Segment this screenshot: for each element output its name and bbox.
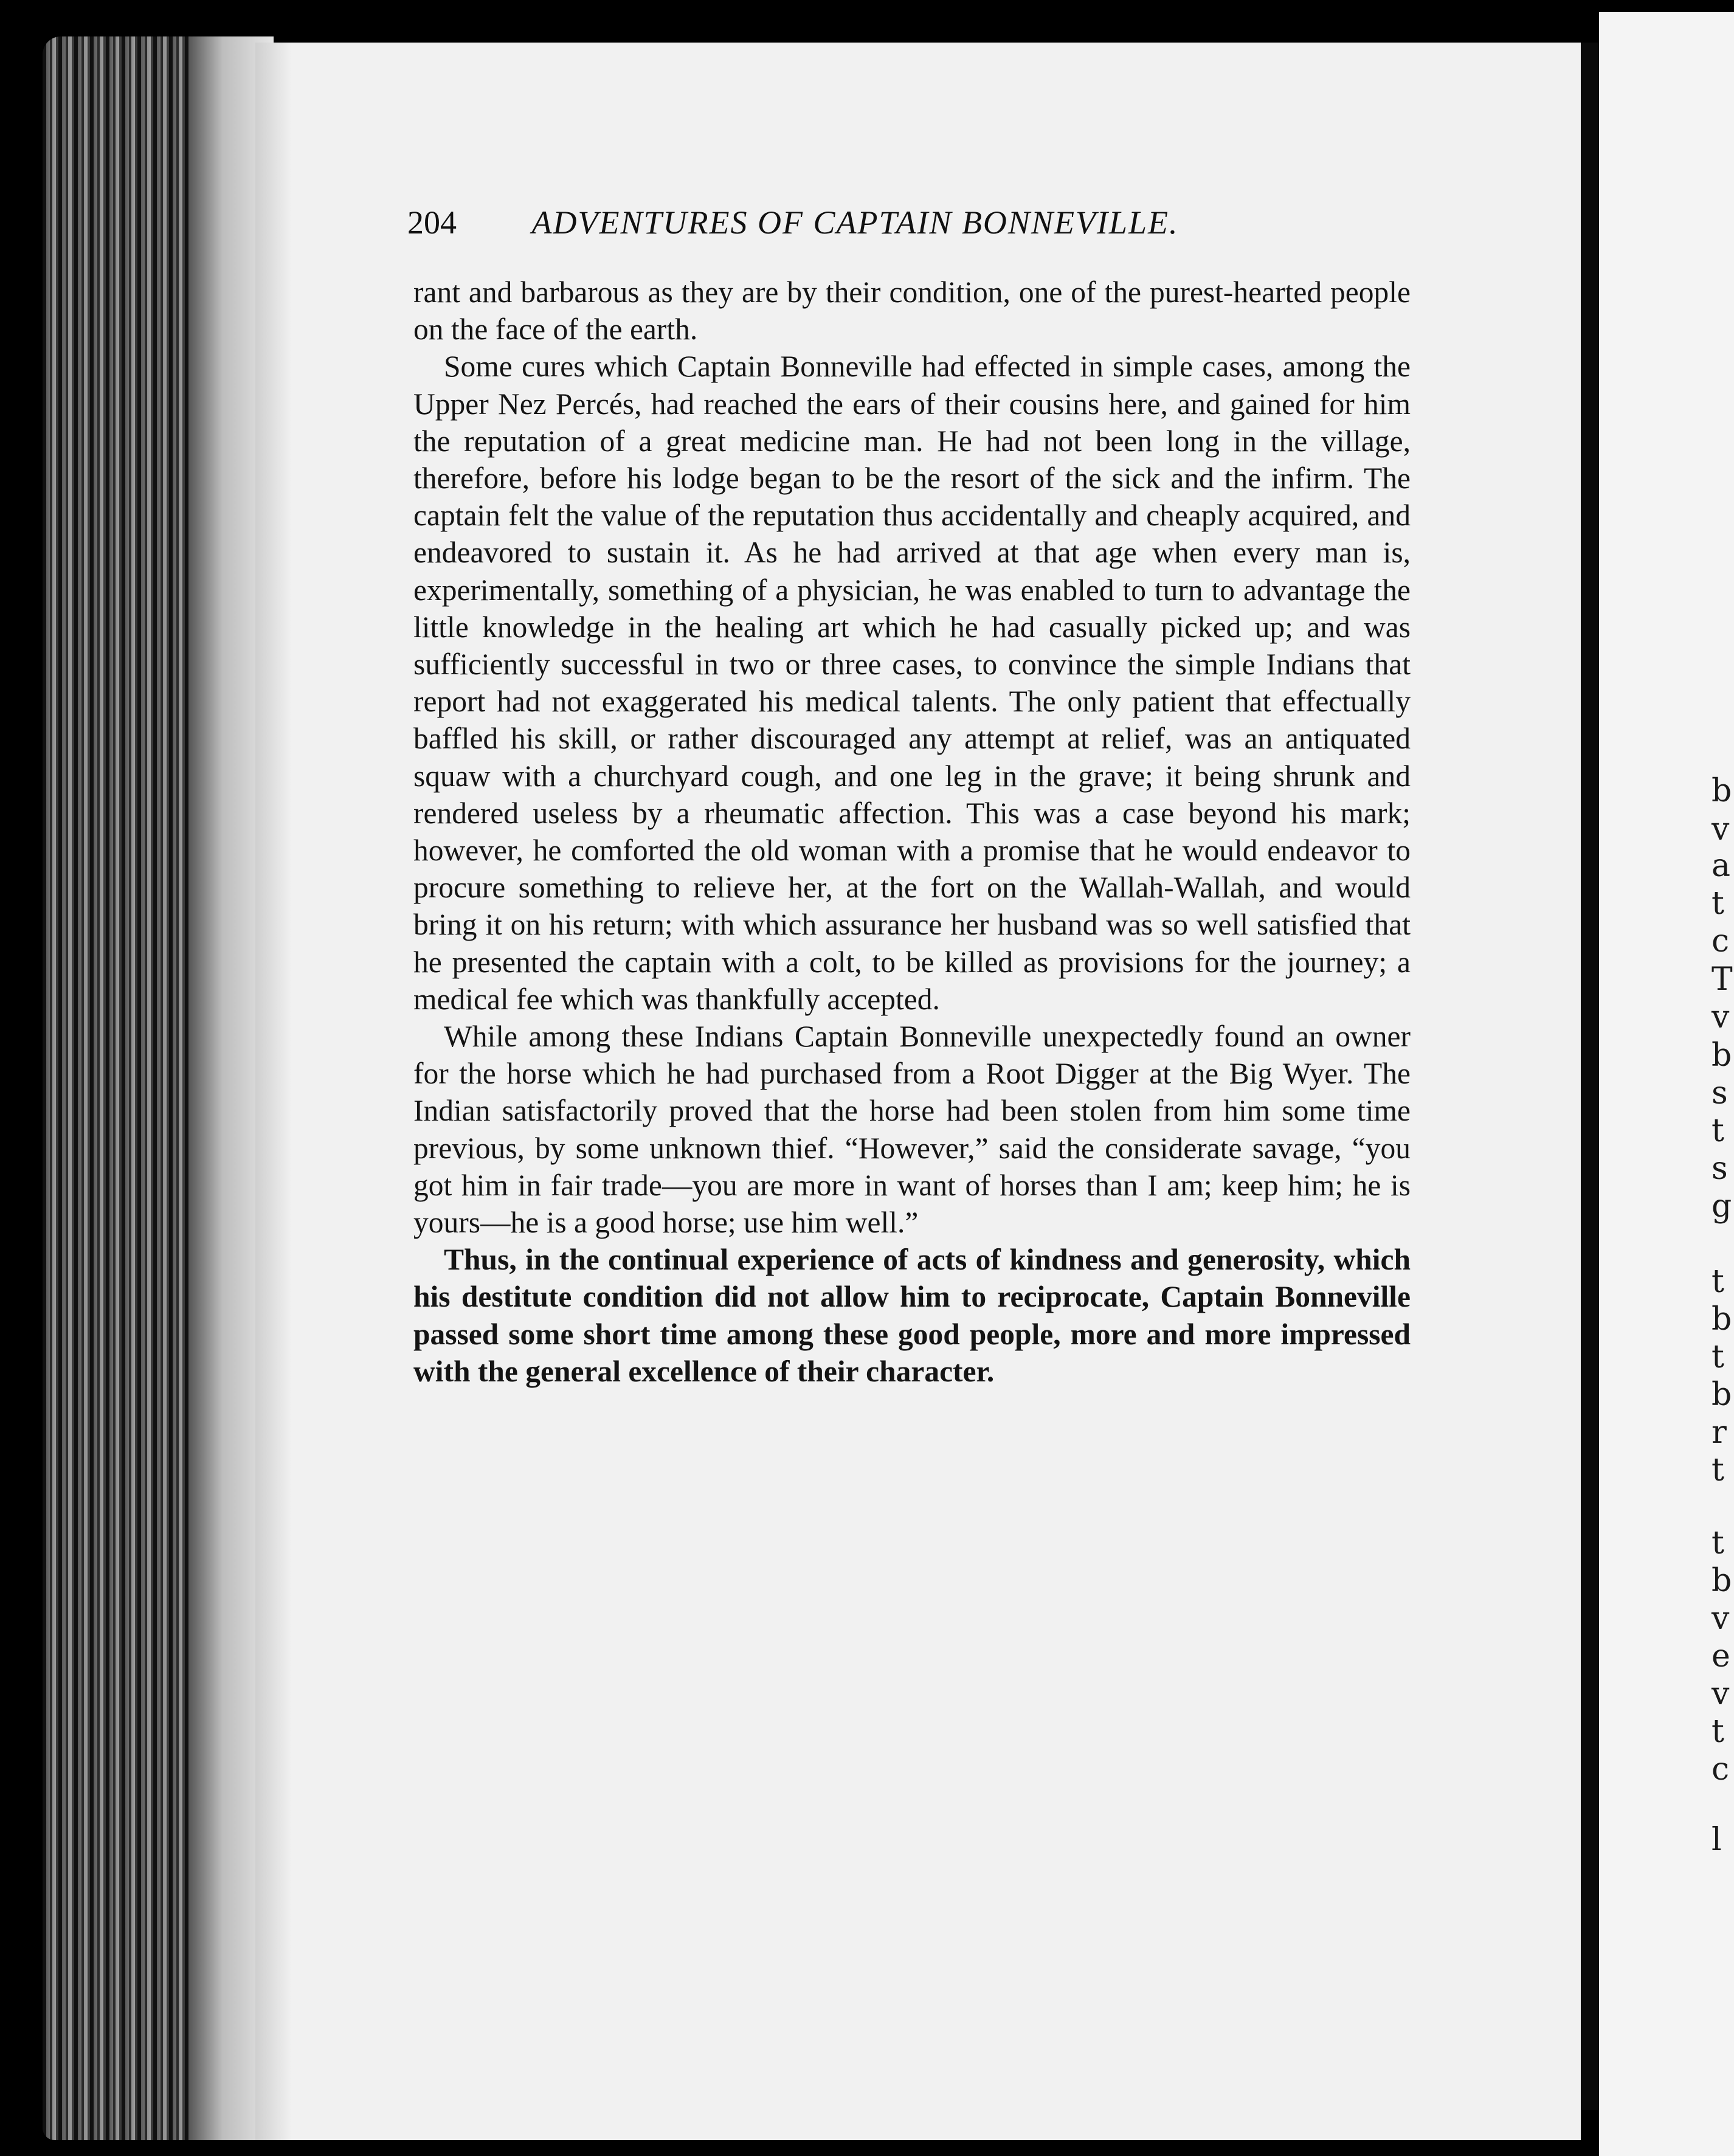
book-gutter xyxy=(1581,43,1599,2110)
facing-letter: t xyxy=(1712,885,1724,922)
facing-letter: s xyxy=(1712,1075,1728,1111)
facing-letter: v xyxy=(1712,999,1730,1035)
facing-letter: t xyxy=(1712,1263,1724,1300)
paragraph: Thus, in the continual experience of acts of kindness and generosity, which his destitute condition did not allow him to reciprocate, Captain Bonneville passed some short time among these good people, more and more impressed with the general excellence of their character. xyxy=(413,1243,1411,1388)
page-number: 204 xyxy=(407,204,457,241)
book-page-edges xyxy=(43,36,274,2140)
facing-letter: b xyxy=(1712,1301,1732,1338)
facing-letter: r xyxy=(1712,1414,1727,1451)
facing-letter: v xyxy=(1712,811,1730,848)
page-header xyxy=(407,204,1411,241)
body-text xyxy=(413,274,1411,1390)
facing-letter: v xyxy=(1712,1676,1730,1712)
facing-letter: b xyxy=(1712,1563,1732,1599)
paragraph: Some cures which Captain Bonneville had effected in simple cases, among the Upper Nez Percés, had reached the ears of their cousins here, and gained for him the reputation of a great medicine man. He had not been long in the village, therefore, before his lodge began to be the resort of the sick and the infirm. The captain felt the value of the reputation thus accidentally and cheaply acquired, and endeavored to sustain it. As he had arrived at that age when every man is, experimentally, something of a physician, he was enabled to turn to advantage the little knowledge in the healing art which he had casually picked up; and was sufficiently successful in two or three cases, to convince the simple Indians that report had not exaggerated his medical talents. The only patient that effectually baffled his skill, or rather discouraged any attempt at relief, was an antiquated squaw with a churchyard cough, and one leg in the grave; it being shrunk and rendered useless by a rheumatic affection. This was a case beyond his mark; however, he comforted the old woman with a promise that he would endeavor to procure something to relieve her, at the fort on the Wallah-Wallah, and would bring it on his return; with which assurance her husband was so well satisfied that he presented the captain with a colt, to be killed as provisions for the journey; a medical fee which was thankfully accepted. xyxy=(413,350,1411,1016)
paragraph: rant and barbarous as they are by their condition, one of the purest-hearted people on the face of the earth. xyxy=(413,275,1411,347)
facing-letter: c xyxy=(1712,1751,1730,1788)
facing-letter: b xyxy=(1712,773,1732,809)
facing-letter: e xyxy=(1712,1638,1730,1674)
facing-letter: s xyxy=(1712,1150,1728,1187)
running-head: ADVENTURES OF CAPTAIN BONNEVILLE. xyxy=(531,204,1179,241)
facing-letter: l xyxy=(1712,1822,1722,1858)
facing-letter: T xyxy=(1712,961,1733,998)
facing-letter: t xyxy=(1712,1525,1724,1561)
facing-letter: b xyxy=(1712,1377,1732,1413)
facing-letter: t xyxy=(1712,1452,1724,1488)
paragraph: While among these Indians Captain Bonneville unexpectedly found an owner for the horse which he had purchased from a Root Digger at the Big Wyer. The Indian satisfactorily proved that the horse had been stolen from him some time previous, by some unknown thief. “However,” said the considerate savage, “you got him in fair trade—you are more in want of horses than I am; keep him; he is yours—he is a good horse; use him well.” xyxy=(413,1020,1411,1240)
facing-letter: t xyxy=(1712,1713,1724,1750)
facing-letter: g xyxy=(1712,1188,1732,1225)
facing-letter: v xyxy=(1712,1600,1730,1637)
facing-letter: t xyxy=(1712,1339,1724,1375)
facing-letter: b xyxy=(1712,1037,1732,1074)
facing-letter: a xyxy=(1712,848,1731,884)
facing-letter: t xyxy=(1712,1113,1724,1149)
facing-letter: c xyxy=(1712,923,1730,959)
